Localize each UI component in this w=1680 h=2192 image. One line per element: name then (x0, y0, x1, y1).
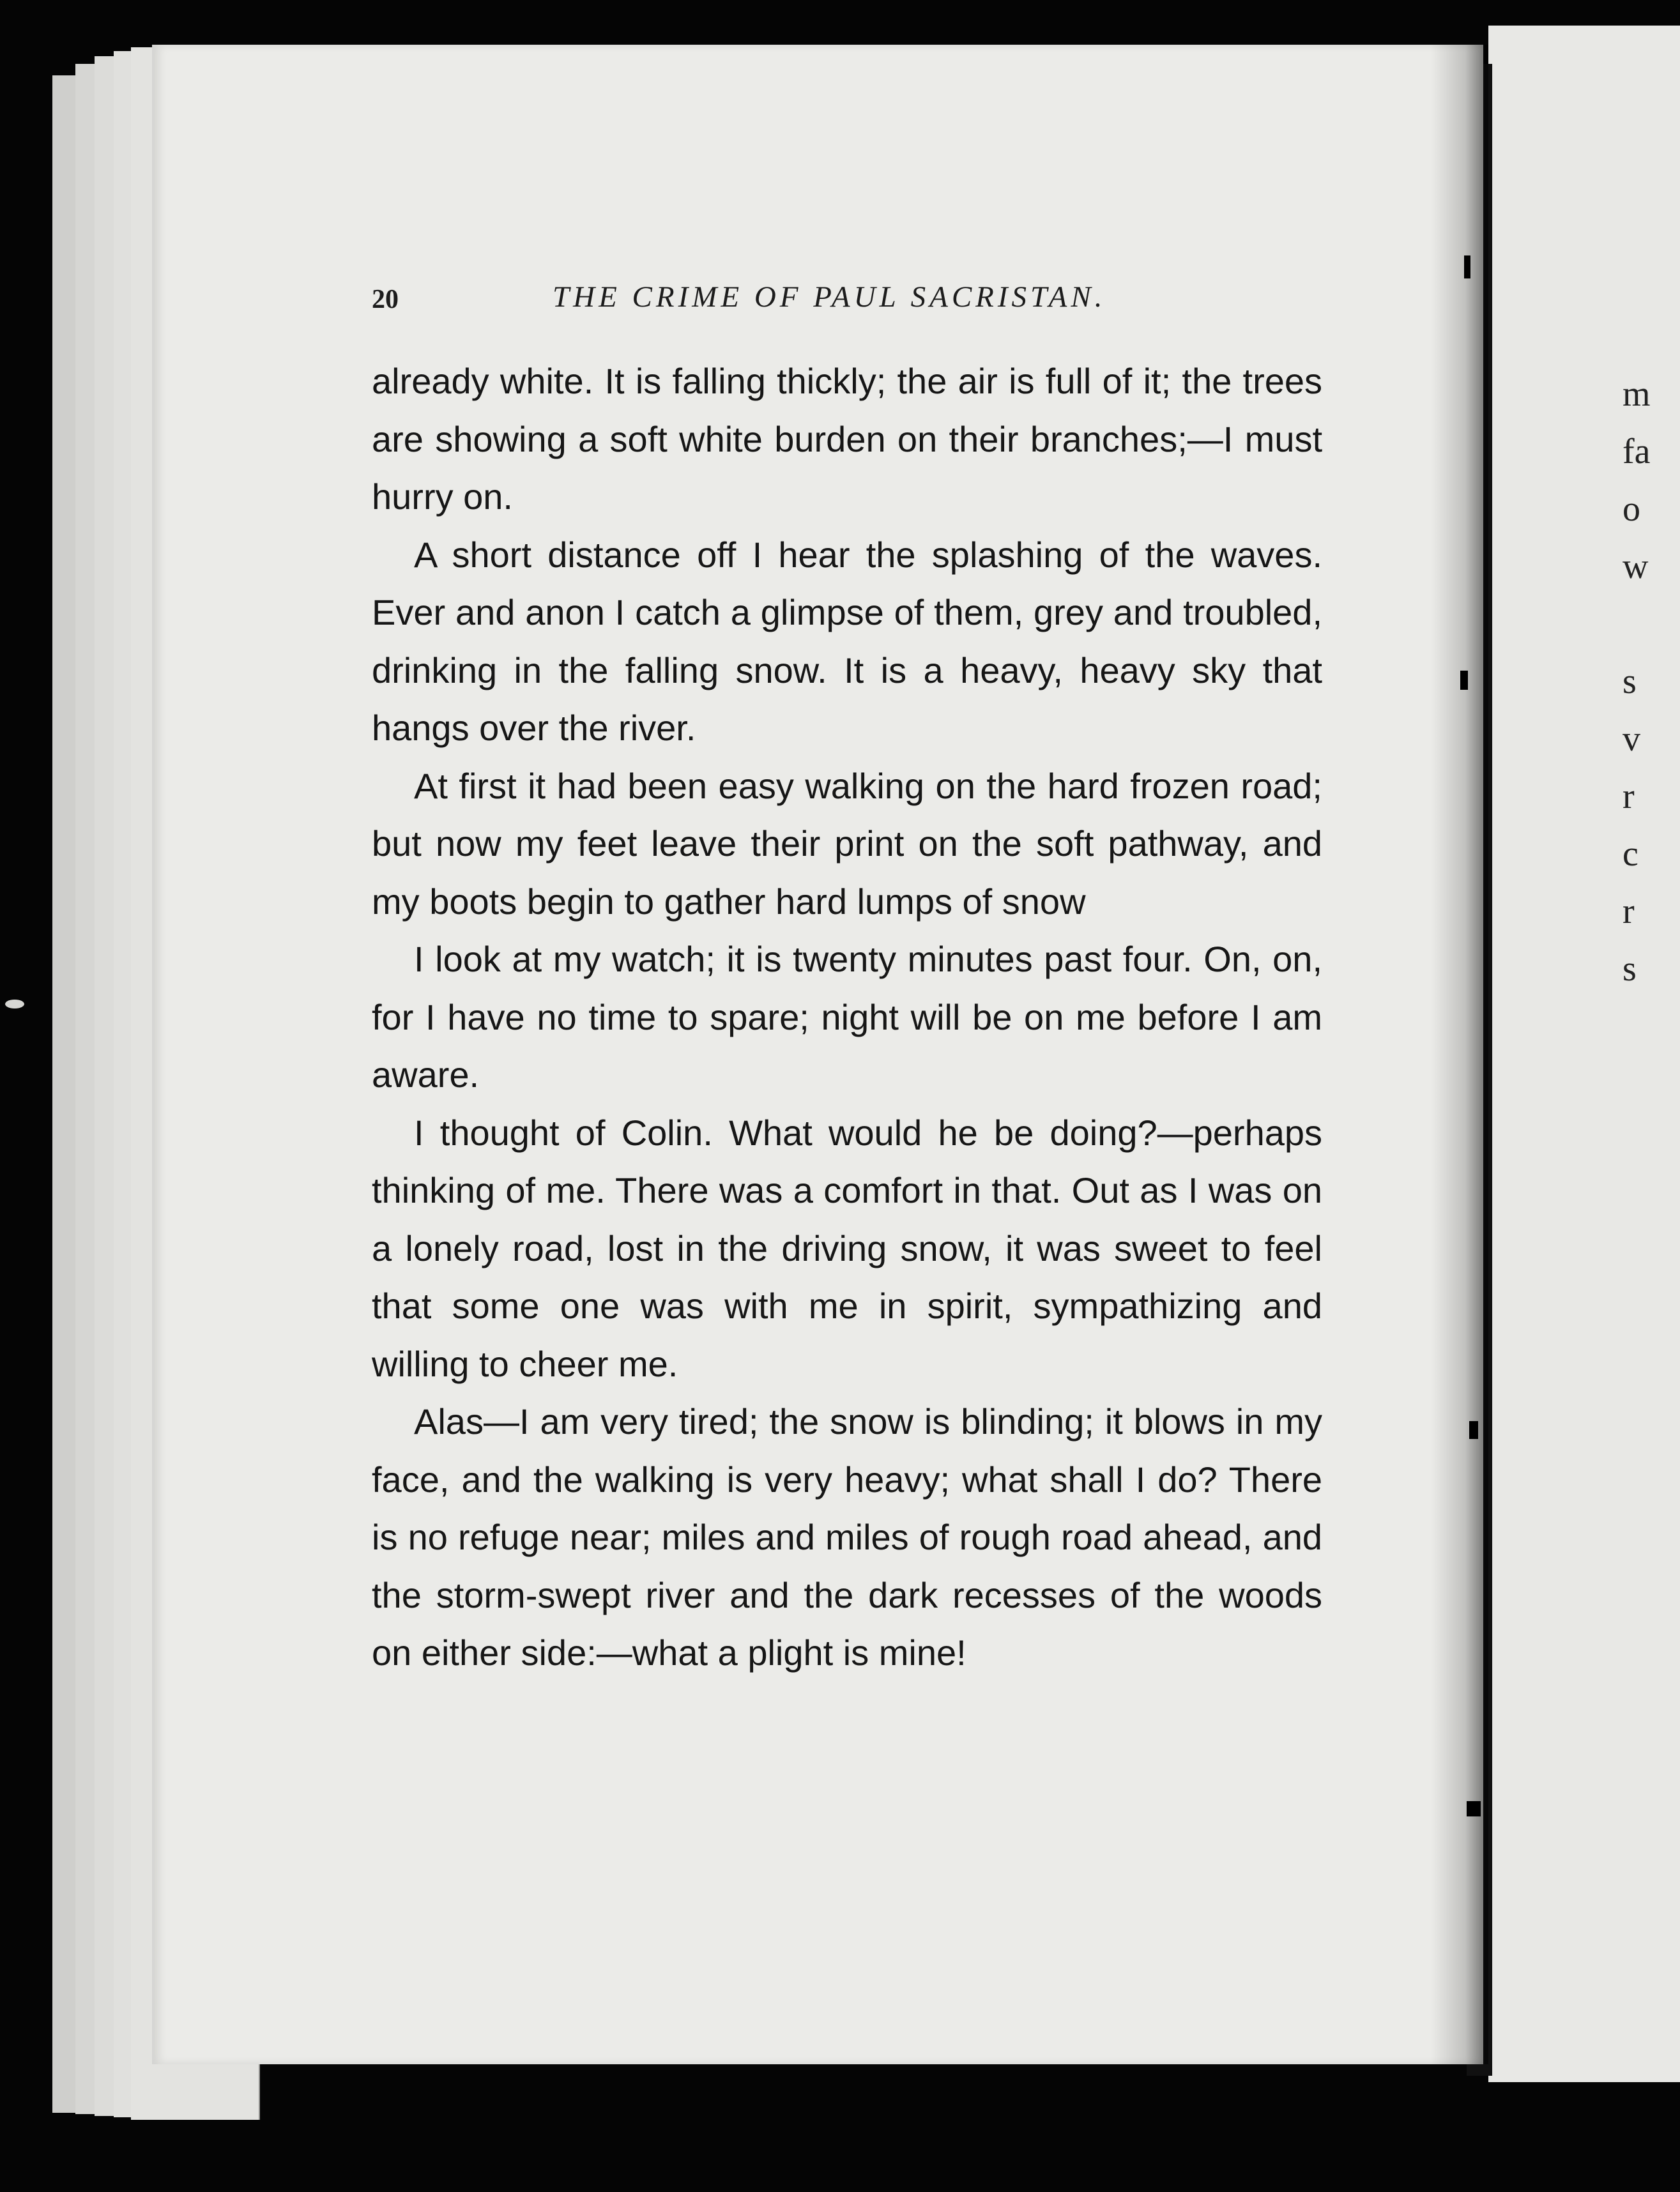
facing-page-fragment: v (1623, 719, 1640, 759)
paragraph: I thought of Colin. What would he be doing?—perhaps thinking of me. There was a comfort in that. Out as I was on a lonely road, lost in the driving snow, it was sweet to feel that some one was with me in spirit, sympathizing and willing to cheer me. (372, 1112, 1322, 1384)
facing-page-fragment: fa (1623, 432, 1651, 471)
spine-mark (1464, 255, 1470, 278)
page-number: 20 (372, 285, 399, 314)
facing-page-fragment: r (1623, 777, 1635, 816)
facing-page-fragment: r (1623, 892, 1635, 931)
running-title: THE CRIME OF PAUL SACRISTAN. (553, 280, 1106, 314)
facing-page-fragment: m (1623, 374, 1651, 414)
paragraph: A short distance off I hear the splashing of the waves. Ever and anon I catch a glimpse of them, grey and troubled, drinking in the falling snow. It is a heavy, heavy sky that hangs over the river. (372, 534, 1322, 748)
facing-page (1488, 26, 1680, 2082)
paragraph: already white. It is falling thickly; the air is full of it; the trees are showing a soft white burden on their branches;—I must hurry on. (372, 361, 1322, 517)
facing-page-fragment: s (1623, 949, 1637, 989)
spine-mark (1467, 1801, 1481, 1816)
facing-page-fragment: c (1623, 834, 1638, 874)
facing-page-fragment: s (1623, 662, 1637, 701)
facing-page-fragment: w (1623, 547, 1649, 586)
paragraph: At first it had been easy walking on the hard frozen road; but now my feet leave their print on the soft pathway, and my boots begin to gather hard lumps of snow (372, 765, 1322, 922)
spine-mark (1469, 1421, 1478, 1439)
spine-mark (1460, 671, 1468, 690)
paragraph: I look at my watch; it is twenty minutes past four. On, on, for I have no time to spare; night will be on me before I am aware. (372, 939, 1322, 1095)
facing-page-fragment: o (1623, 489, 1640, 529)
paragraph: Alas—I am very tired; the snow is blinding; it blows in my face, and the walking is very heavy; what shall I do? There is no refuge near; miles and miles of rough road ahead, and the storm-swept river and the dark recesses of the woods on either side:—what a plight is mine! (372, 1401, 1322, 1673)
page-body (372, 353, 1322, 1682)
gutter-shadow (1431, 45, 1488, 2064)
scan-blot (5, 1000, 24, 1008)
